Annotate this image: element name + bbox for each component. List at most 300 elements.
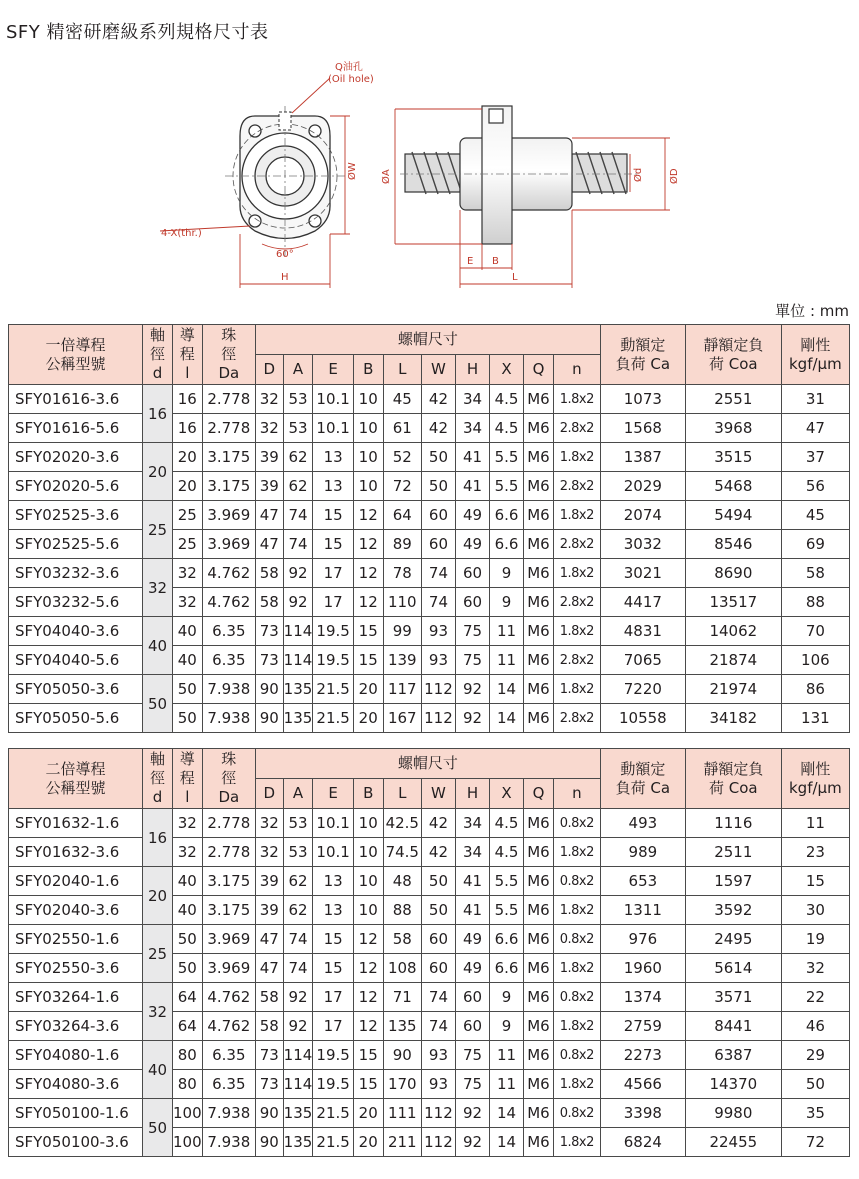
value-cell: 20 (353, 1128, 383, 1157)
value-cell: M6 (524, 809, 554, 838)
value-cell: 117 (383, 675, 421, 704)
ball-diameter-header (202, 325, 255, 385)
value-cell: 40 (172, 646, 202, 675)
value-cell: 3.969 (202, 925, 255, 954)
value-cell: M6 (524, 1070, 554, 1099)
model-cell: SFY050100-1.6 (9, 1099, 143, 1128)
value-cell: 1.8x2 (553, 675, 600, 704)
ball-diameter-header-line: 珠 (221, 750, 237, 768)
value-cell: 10 (353, 472, 383, 501)
value-cell: 1597 (685, 867, 781, 896)
value-cell: M6 (524, 1012, 554, 1041)
value-cell: 93 (421, 646, 455, 675)
table-row (9, 385, 850, 414)
value-cell: 39 (255, 867, 283, 896)
value-cell: 74 (421, 1012, 455, 1041)
value-cell: 45 (781, 501, 849, 530)
value-cell: 92 (283, 588, 313, 617)
value-cell: 15 (313, 925, 353, 954)
model-cell: SFY03264-3.6 (9, 1012, 143, 1041)
value-cell: 42 (421, 838, 455, 867)
value-cell: 86 (781, 675, 849, 704)
value-cell: 74 (421, 983, 455, 1012)
value-cell: 72 (383, 472, 421, 501)
value-cell: 4.5 (490, 385, 524, 414)
value-cell: M6 (524, 530, 554, 559)
value-cell: 17 (313, 983, 353, 1012)
value-cell: 15 (353, 1070, 383, 1099)
value-cell: 50 (172, 704, 202, 733)
value-cell: 34 (455, 809, 489, 838)
value-cell: 1.8x2 (553, 443, 600, 472)
value-cell: 7.938 (202, 704, 255, 733)
value-cell: 10558 (600, 704, 685, 733)
value-cell: 2.8x2 (553, 472, 600, 501)
value-cell: 7.938 (202, 1099, 255, 1128)
value-cell: 21874 (685, 646, 781, 675)
ball-diameter-header-line: Da (218, 364, 240, 382)
value-cell: 11 (490, 1041, 524, 1070)
value-cell: 74 (421, 559, 455, 588)
table-row (9, 414, 850, 443)
value-cell: 70 (781, 617, 849, 646)
value-cell: 48 (383, 867, 421, 896)
value-cell: 73 (255, 646, 283, 675)
value-cell: 1374 (600, 983, 685, 1012)
value-cell: 4566 (600, 1070, 685, 1099)
value-cell: 4.762 (202, 983, 255, 1012)
value-cell: 90 (383, 1041, 421, 1070)
value-cell: 6.35 (202, 1041, 255, 1070)
value-cell: 34 (455, 385, 489, 414)
thread-label: 4-X(thr.) (161, 228, 202, 239)
value-cell: 2495 (685, 925, 781, 954)
value-cell: 5.5 (490, 867, 524, 896)
table-row (9, 501, 850, 530)
value-cell: 9980 (685, 1099, 781, 1128)
value-cell: 21.5 (313, 675, 353, 704)
spec-table-single-lead (8, 324, 850, 733)
value-cell: 93 (421, 1070, 455, 1099)
shaft-diameter-header-line: d (152, 364, 163, 382)
value-cell: M6 (524, 867, 554, 896)
value-cell: 32 (255, 385, 283, 414)
value-cell: 16 (172, 385, 202, 414)
value-cell: 93 (421, 1041, 455, 1070)
value-cell: 11 (781, 809, 849, 838)
value-cell: 2.8x2 (553, 530, 600, 559)
value-cell: 10 (353, 414, 383, 443)
value-cell: 5468 (685, 472, 781, 501)
value-cell: 71 (383, 983, 421, 1012)
dynamic-load-header-line: 負荷 Ca (615, 778, 671, 797)
value-cell: 1.8x2 (553, 896, 600, 925)
value-cell: 0.8x2 (553, 867, 600, 896)
page-title: SFY 精密研磨級系列規格尺寸表 (6, 22, 269, 43)
ballscrew-nut-drawing (0, 56, 859, 296)
shaft-diameter-cell: 32 (143, 559, 173, 617)
value-cell: 47 (781, 414, 849, 443)
table-row (9, 896, 850, 925)
lead-header-line: l (185, 788, 190, 806)
value-cell: 9 (490, 983, 524, 1012)
nut-col-header: n (553, 355, 600, 385)
value-cell: 37 (781, 443, 849, 472)
stiffness-header (781, 325, 849, 385)
shaft-diameter-cell: 50 (143, 675, 173, 733)
shaft-diameter-cell: 32 (143, 983, 173, 1041)
shaft-diameter-header (143, 325, 173, 385)
value-cell: M6 (524, 472, 554, 501)
value-cell: M6 (524, 675, 554, 704)
value-cell: 110 (383, 588, 421, 617)
model-cell: SFY050100-3.6 (9, 1128, 143, 1157)
value-cell: 5614 (685, 954, 781, 983)
value-cell: 1073 (600, 385, 685, 414)
nut-col-header: W (421, 355, 455, 385)
value-cell: 10 (353, 385, 383, 414)
nut-col-header: D (255, 355, 283, 385)
value-cell: 32 (172, 838, 202, 867)
stiffness-header (781, 749, 849, 809)
value-cell: 62 (283, 472, 313, 501)
nut-col-header: L (383, 355, 421, 385)
value-cell: 7.938 (202, 675, 255, 704)
model-cell: SFY02550-3.6 (9, 954, 143, 983)
value-cell: 42 (421, 809, 455, 838)
value-cell: 19.5 (313, 1070, 353, 1099)
value-cell: 2.778 (202, 385, 255, 414)
value-cell: 58 (255, 588, 283, 617)
model-cell: SFY02020-5.6 (9, 472, 143, 501)
value-cell: 32 (255, 414, 283, 443)
value-cell: 72 (781, 1128, 849, 1157)
value-cell: 60 (455, 1012, 489, 1041)
spec-table-double-lead (8, 748, 850, 1157)
model-cell: SFY02525-5.6 (9, 530, 143, 559)
value-cell: 73 (255, 617, 283, 646)
value-cell: 90 (255, 1128, 283, 1157)
stiffness-header-line: kgf/μm (789, 778, 842, 797)
value-cell: 50 (421, 896, 455, 925)
value-cell: 53 (283, 385, 313, 414)
value-cell: 60 (455, 588, 489, 617)
value-cell: 1.8x2 (553, 838, 600, 867)
shaft-diameter-cell: 20 (143, 867, 173, 925)
model-header-line: 一倍導程 (45, 335, 106, 354)
value-cell: 41 (455, 896, 489, 925)
value-cell: 34 (455, 414, 489, 443)
value-cell: 75 (455, 646, 489, 675)
value-cell: 0.8x2 (553, 925, 600, 954)
oil-hole-en-label: (Oil hole) (328, 74, 374, 85)
value-cell: 29 (781, 1041, 849, 1070)
value-cell: 60 (421, 530, 455, 559)
value-cell: 1.8x2 (553, 1070, 600, 1099)
ball-diameter-header-line: 徑 (221, 345, 237, 363)
nut-col-header: W (421, 779, 455, 809)
value-cell: 14 (490, 1099, 524, 1128)
nut-col-header: E (313, 779, 353, 809)
value-cell: 50 (172, 675, 202, 704)
value-cell: 3.175 (202, 867, 255, 896)
value-cell: 32 (172, 588, 202, 617)
value-cell: 2.778 (202, 414, 255, 443)
value-cell: 6824 (600, 1128, 685, 1157)
model-cell: SFY02040-3.6 (9, 896, 143, 925)
value-cell: 49 (455, 925, 489, 954)
value-cell: 114 (283, 1070, 313, 1099)
value-cell: 131 (781, 704, 849, 733)
value-cell: 3021 (600, 559, 685, 588)
value-cell: 60 (421, 925, 455, 954)
model-header-line: 公稱型號 (45, 778, 106, 797)
value-cell: 89 (383, 530, 421, 559)
value-cell: 135 (383, 1012, 421, 1041)
value-cell: 3398 (600, 1099, 685, 1128)
model-cell: SFY05050-3.6 (9, 675, 143, 704)
value-cell: 15 (313, 501, 353, 530)
value-cell: 42.5 (383, 809, 421, 838)
value-cell: 42 (421, 385, 455, 414)
value-cell: 6.6 (490, 954, 524, 983)
table-row (9, 954, 850, 983)
value-cell: 1.8x2 (553, 617, 600, 646)
model-cell: SFY04080-3.6 (9, 1070, 143, 1099)
dynamic-load-header-line: 負荷 Ca (615, 354, 671, 373)
value-cell: 3032 (600, 530, 685, 559)
value-cell: 58 (255, 983, 283, 1012)
value-cell: 5494 (685, 501, 781, 530)
value-cell: 1311 (600, 896, 685, 925)
value-cell: 2.778 (202, 809, 255, 838)
value-cell: 17 (313, 588, 353, 617)
nut-col-header: E (313, 355, 353, 385)
value-cell: 7065 (600, 646, 685, 675)
value-cell: 15 (353, 646, 383, 675)
model-header-line: 公稱型號 (45, 354, 106, 373)
value-cell: 6.6 (490, 501, 524, 530)
value-cell: M6 (524, 1128, 554, 1157)
model-cell: SFY02020-3.6 (9, 443, 143, 472)
value-cell: 19.5 (313, 646, 353, 675)
value-cell: 73 (255, 1041, 283, 1070)
value-cell: 50 (781, 1070, 849, 1099)
shaft-diameter-cell: 40 (143, 1041, 173, 1099)
value-cell: 32 (255, 838, 283, 867)
table-row (9, 1128, 850, 1157)
value-cell: 11 (490, 646, 524, 675)
value-cell: M6 (524, 838, 554, 867)
value-cell: 75 (455, 1041, 489, 1070)
value-cell: 78 (383, 559, 421, 588)
value-cell: 13517 (685, 588, 781, 617)
value-cell: 11 (490, 1070, 524, 1099)
value-cell: 13 (313, 443, 353, 472)
table-row (9, 530, 850, 559)
model-cell: SFY02525-3.6 (9, 501, 143, 530)
value-cell: 47 (255, 925, 283, 954)
value-cell: 1116 (685, 809, 781, 838)
value-cell: 4.762 (202, 1012, 255, 1041)
value-cell: 12 (353, 1012, 383, 1041)
value-cell: 112 (421, 704, 455, 733)
stiffness-header-line: 剛性 (800, 759, 831, 778)
table-row (9, 838, 850, 867)
value-cell: M6 (524, 588, 554, 617)
value-cell: 40 (172, 867, 202, 896)
value-cell: 12 (353, 925, 383, 954)
value-cell: 60 (455, 559, 489, 588)
value-cell: M6 (524, 704, 554, 733)
value-cell: 14 (490, 1128, 524, 1157)
value-cell: 16 (172, 414, 202, 443)
value-cell: 30 (781, 896, 849, 925)
value-cell: 2.778 (202, 838, 255, 867)
ball-diameter-header (202, 749, 255, 809)
value-cell: 64 (172, 1012, 202, 1041)
value-cell: 32 (172, 559, 202, 588)
lead-header-line: l (185, 364, 190, 382)
table-row (9, 1041, 850, 1070)
value-cell: 1.8x2 (553, 385, 600, 414)
nut-col-header: D (255, 779, 283, 809)
value-cell: 1.8x2 (553, 559, 600, 588)
model-cell: SFY03232-3.6 (9, 559, 143, 588)
value-cell: 3571 (685, 983, 781, 1012)
value-cell: 10.1 (313, 414, 353, 443)
value-cell: 12 (353, 501, 383, 530)
value-cell: 56 (781, 472, 849, 501)
table-row (9, 809, 850, 838)
shaft-diameter-header-line: 徑 (150, 769, 166, 787)
lead-header-line: 程 (179, 769, 195, 787)
model-cell: SFY01616-3.6 (9, 385, 143, 414)
value-cell: 64 (383, 501, 421, 530)
nut-col-header: B (353, 779, 383, 809)
value-cell: 10 (353, 443, 383, 472)
value-cell: 25 (172, 501, 202, 530)
dim-w-label: ØW (347, 162, 358, 180)
table-row (9, 617, 850, 646)
lead-header-line: 程 (179, 345, 195, 363)
value-cell: 20 (353, 1099, 383, 1128)
dynamic-load-header (600, 325, 685, 385)
value-cell: 100 (172, 1099, 202, 1128)
value-cell: 32 (781, 954, 849, 983)
value-cell: 4831 (600, 617, 685, 646)
value-cell: 19.5 (313, 617, 353, 646)
shaft-diameter-header (143, 749, 173, 809)
value-cell: 13 (313, 472, 353, 501)
value-cell: 6.35 (202, 646, 255, 675)
value-cell: 19 (781, 925, 849, 954)
value-cell: 3.175 (202, 472, 255, 501)
value-cell: 4.5 (490, 838, 524, 867)
table-row (9, 867, 850, 896)
value-cell: 3592 (685, 896, 781, 925)
value-cell: 92 (455, 1128, 489, 1157)
value-cell: 3968 (685, 414, 781, 443)
value-cell: 2273 (600, 1041, 685, 1070)
table-row (9, 472, 850, 501)
shaft-diameter-header-line: d (152, 788, 163, 806)
value-cell: 112 (421, 1099, 455, 1128)
value-cell: M6 (524, 896, 554, 925)
model-header (9, 749, 143, 809)
value-cell: 8546 (685, 530, 781, 559)
value-cell: 4.5 (490, 809, 524, 838)
table-row (9, 559, 850, 588)
value-cell: 13 (313, 867, 353, 896)
model-cell: SFY04040-5.6 (9, 646, 143, 675)
value-cell: 108 (383, 954, 421, 983)
model-cell: SFY03232-5.6 (9, 588, 143, 617)
dynamic-load-header-line: 動額定 (620, 335, 666, 354)
value-cell: 2511 (685, 838, 781, 867)
shaft-diameter-cell: 25 (143, 501, 173, 559)
value-cell: 4.5 (490, 414, 524, 443)
value-cell: 61 (383, 414, 421, 443)
value-cell: 1387 (600, 443, 685, 472)
value-cell: 69 (781, 530, 849, 559)
shaft-diameter-header-line: 軸 (150, 750, 166, 768)
value-cell: 10 (353, 867, 383, 896)
nut-col-header: Q (524, 355, 554, 385)
value-cell: 20 (353, 704, 383, 733)
table-row (9, 925, 850, 954)
value-cell: 106 (781, 646, 849, 675)
value-cell: 41 (455, 443, 489, 472)
value-cell: 653 (600, 867, 685, 896)
value-cell: 1.8x2 (553, 501, 600, 530)
shaft-diameter-cell: 25 (143, 925, 173, 983)
model-cell: SFY02040-1.6 (9, 867, 143, 896)
value-cell: 12 (353, 530, 383, 559)
value-cell: 17 (313, 1012, 353, 1041)
value-cell: 49 (455, 954, 489, 983)
value-cell: 41 (455, 867, 489, 896)
table-row (9, 704, 850, 733)
model-cell: SFY03264-1.6 (9, 983, 143, 1012)
value-cell: 92 (283, 1012, 313, 1041)
value-cell: 3.969 (202, 530, 255, 559)
nut-col-header: X (490, 355, 524, 385)
nut-col-header: L (383, 779, 421, 809)
dim-b-label: B (492, 256, 499, 267)
value-cell: 2759 (600, 1012, 685, 1041)
value-cell: 0.8x2 (553, 809, 600, 838)
value-cell: 6387 (685, 1041, 781, 1070)
value-cell: 92 (455, 1099, 489, 1128)
side-view (405, 106, 627, 244)
dynamic-load-header (600, 749, 685, 809)
table-row (9, 675, 850, 704)
value-cell: 58 (383, 925, 421, 954)
value-cell: 20 (172, 443, 202, 472)
value-cell: 5.5 (490, 896, 524, 925)
value-cell: 45 (383, 385, 421, 414)
value-cell: 92 (283, 983, 313, 1012)
value-cell: 60 (421, 501, 455, 530)
value-cell: 62 (283, 867, 313, 896)
value-cell: 92 (283, 559, 313, 588)
shaft-diameter-cell: 20 (143, 443, 173, 501)
value-cell: 73 (255, 1070, 283, 1099)
value-cell: 9 (490, 588, 524, 617)
table-row (9, 443, 850, 472)
value-cell: 90 (255, 1099, 283, 1128)
